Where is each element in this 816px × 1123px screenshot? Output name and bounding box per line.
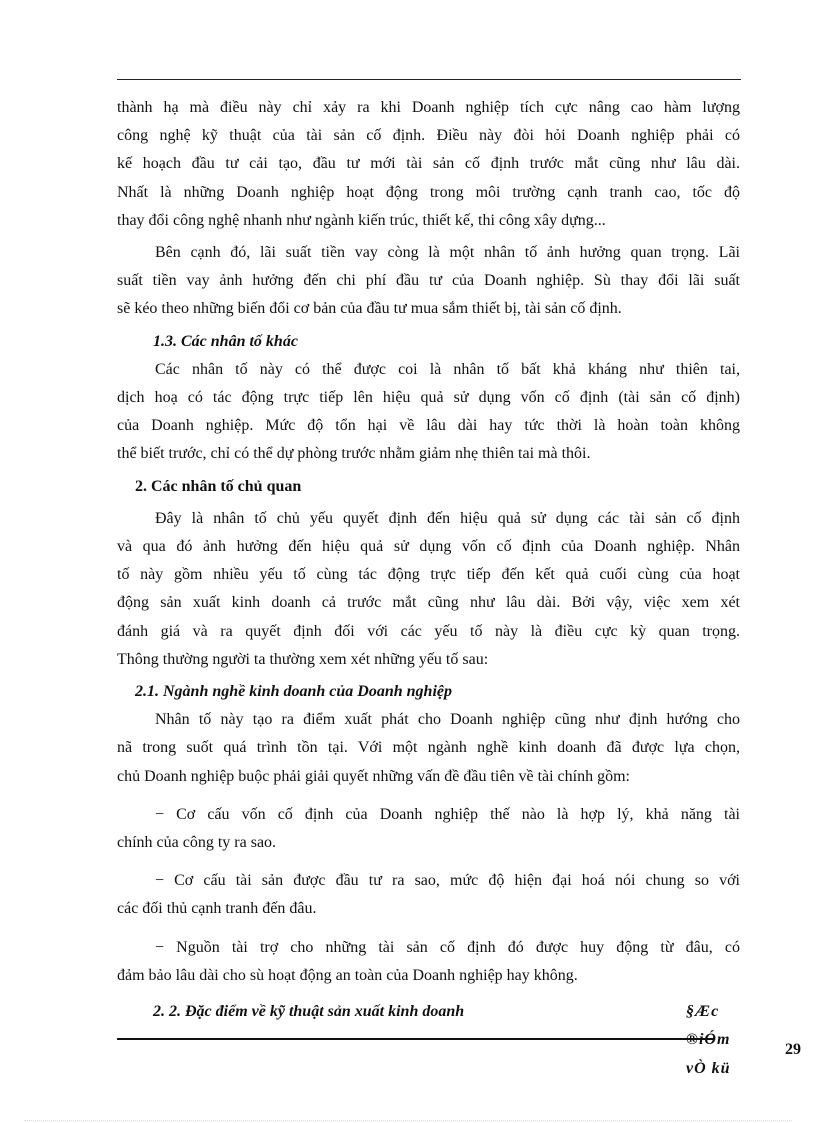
body-line: dịch hoạ có tác động trực tiếp lên hiệu quả sử dụng vốn cố định (tài sản cố định)	[117, 389, 740, 407]
garbled-heading-tail: §Æc ®iÓm vÒ kü	[686, 1003, 731, 1077]
body-line: Đây là nhân tố chủ yếu quyết định đến hiệu quả sử dụng các tài sản cố định	[155, 509, 740, 527]
section-heading: 2.1. Ngành nghề kinh doanh của Doanh nghiệp	[135, 683, 452, 701]
body-line: Các nhân tố này có thể được coi là nhân tố bất khả kháng như thiên tai,	[155, 360, 740, 378]
bullet-line: − Nguồn tài trợ cho những tài sản cố định đó được huy động từ đâu, có	[155, 938, 740, 956]
page-body	[117, 94, 740, 1077]
body-line: thành hạ mà điều này chỉ xảy ra khi Doanh nghiệp tích cực nâng cao hàm lượng	[117, 99, 740, 116]
body-line: công nghệ kỹ thuật của tài sản cố định. Điều này đòi hỏi Doanh nghiệp phải có	[117, 127, 740, 145]
section-heading-row	[117, 998, 740, 1077]
body-line: tố này gồm nhiều yếu tố cùng tác động trực tiếp đến kết quả cuối cùng của hoạt	[117, 566, 740, 584]
bullet-line: − Cơ cấu vốn cố định của Doanh nghiệp thế nào là hợp lý, khả năng tài	[155, 805, 740, 823]
body-line: động sản xuất kinh doanh cả trước mắt cũng như lâu dài. Bởi vậy, việc xem xét	[117, 594, 740, 612]
body-line: và qua đó ảnh hưởng đến hiệu quả sử dụng vốn cố định của Doanh nghiệp. Nhân	[117, 538, 740, 556]
footer-rule	[117, 1038, 715, 1040]
section-heading: 2. Các nhân tố chủ quan	[135, 477, 302, 495]
bullet-line: − Cơ cấu tài sản được đầu tư ra sao, mức độ hiện đại hoá nói chung so với	[155, 872, 740, 890]
body-line: Bên cạnh đó, lãi suất tiền vay còng là một nhân tố ảnh hưởng quan trọng. Lãi	[155, 244, 740, 262]
body-line: suất tiền vay ảnh hưởng đến chi phí đầu tư của Doanh nghiệp. Sù thay đổi lãi suất	[117, 272, 740, 290]
body-line: Nhất là những Doanh nghiệp hoạt động trong môi trường cạnh tranh cao, tốc độ	[117, 183, 740, 201]
body-line: sẽ kéo theo những biến đổi cơ bản của đầu tư mua sắm thiết bị, tài sản cố định.	[117, 300, 622, 318]
body-line: Nhân tố này tạo ra điểm xuất phát cho Doanh nghiệp cũng như định hướng cho	[155, 711, 740, 729]
section-heading: 1.3. Các nhân tố khác	[153, 332, 298, 350]
section-heading: 2. 2. Đặc điểm về kỹ thuật sản xuất kinh doanh	[153, 1003, 465, 1021]
page-number: 29	[785, 1041, 801, 1058]
header-rule	[117, 79, 741, 80]
body-line: thể biết trước, chỉ có thể dự phòng trước nhằm giảm nhẹ thiên tai mà thôi.	[117, 445, 591, 463]
body-line: của Doanh nghiệp. Mức độ tổn hại về lâu dài hay tức thời là hoàn toàn không	[117, 417, 740, 435]
body-line: đảm bảo lâu dài cho sù hoạt động an toàn của Doanh nghiệp hay không.	[117, 966, 578, 984]
body-line: chủ Doanh nghiệp buộc phải giải quyết những vấn đề đầu tiên về tài chính gồm:	[117, 767, 630, 785]
body-line: Thông thường người ta thường xem xét những yếu tố sau:	[117, 650, 489, 668]
page-edge-dotted-line	[24, 1120, 792, 1121]
body-line: kế hoạch đầu tư cải tạo, đầu tư mới tài sản cố định trước mắt cũng như lâu dài.	[117, 155, 740, 173]
body-line: đánh giá và ra quyết định đối với các yếu tố này là điều cực kỳ quan trọng.	[117, 622, 740, 640]
body-line: các đối thủ cạnh tranh đến đâu.	[117, 900, 317, 918]
body-line: thay đổi công nghệ nhanh như ngành kiến trúc, thiết kế, thi công xây dựng...	[117, 211, 606, 229]
body-line: chính của công ty ra sao.	[117, 834, 277, 852]
body-line: nã trong suốt quá trình tồn tại. Với một ngành nghề kinh doanh đã được lựa chọn,	[117, 739, 740, 757]
